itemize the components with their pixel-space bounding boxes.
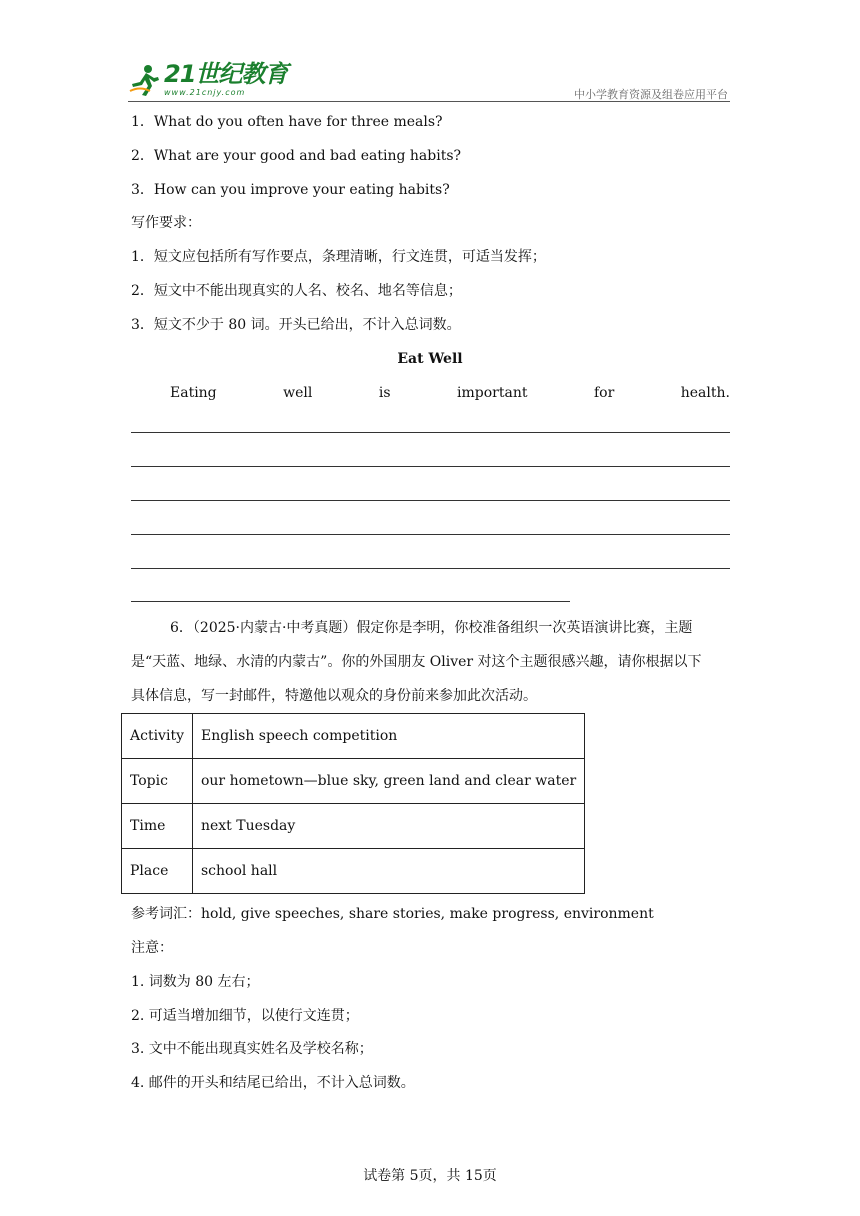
opening-word: for xyxy=(593,385,615,401)
q6-line-1: 6．（2025·内蒙古·中考真题）假定你是李明，你校准备组织一次英语演讲比赛，主题 xyxy=(170,620,693,636)
prompt-question-3: 3．How can you improve your eating habits? xyxy=(131,182,450,198)
opening-word: is xyxy=(378,385,391,401)
logo xyxy=(128,62,298,102)
requirement-3: 3．短文不少于 80 词。开头已给出，不计入总词数。 xyxy=(131,317,461,333)
table-cell-key: Place xyxy=(122,849,193,894)
essay-opening-sentence xyxy=(170,384,730,402)
table-row xyxy=(122,849,585,894)
table-row xyxy=(122,714,585,759)
table-cell-value: our hometown—blue sky, green land and clear water xyxy=(192,759,584,804)
table-cell-value: school hall xyxy=(192,849,584,894)
logo-url: www.21cnjy.com xyxy=(164,88,246,97)
table-row xyxy=(122,804,585,849)
requirement-2: 2．短文中不能出现真实的人名、校名、地名等信息； xyxy=(131,283,462,299)
opening-word: important xyxy=(457,385,528,401)
notes-heading: 注意： xyxy=(131,940,173,956)
header-divider xyxy=(128,101,730,102)
writing-line[interactable] xyxy=(131,500,730,501)
q6-line-3: 具体信息，写一封邮件，特邀他以观众的身份前来参加此次活动。 xyxy=(131,688,537,704)
essay-title: Eat Well xyxy=(397,351,463,367)
table-cell-value: next Tuesday xyxy=(192,804,584,849)
info-table xyxy=(121,713,585,894)
note-4: 4. 邮件的开头和结尾已给出，不计入总词数。 xyxy=(131,1075,415,1091)
prompt-question-2: 2．What are your good and bad eating habits? xyxy=(131,148,462,164)
q6-line-2: 是“天蓝、地绿、水清的内蒙古”。你的外国朋友 Oliver 对这个主题很感兴趣，请你根据以下 xyxy=(131,654,702,670)
opening-word: Eating xyxy=(170,385,217,401)
opening-word: health. xyxy=(680,385,730,401)
requirements-heading: 写作要求： xyxy=(131,215,201,231)
prompt-question-1: 1．What do you often have for three meals? xyxy=(131,114,443,130)
note-2: 2. 可适当增加细节，以使行文连贯； xyxy=(131,1008,359,1024)
runner-logo-icon xyxy=(128,64,162,98)
page-header xyxy=(128,62,730,102)
writing-line[interactable] xyxy=(131,601,570,602)
writing-line[interactable] xyxy=(131,466,730,467)
page-footer: 试卷第 5页，共 15页 xyxy=(363,1168,497,1184)
note-1: 1. 词数为 80 左右； xyxy=(131,974,260,990)
writing-line[interactable] xyxy=(131,534,730,535)
table-cell-key: Time xyxy=(122,804,193,849)
opening-word: well xyxy=(283,385,313,401)
note-3: 3. 文中不能出现真实姓名及学校名称； xyxy=(131,1041,373,1057)
table-cell-key: Activity xyxy=(122,714,193,759)
table-cell-value: English speech competition xyxy=(192,714,584,759)
table-row xyxy=(122,759,585,804)
writing-line[interactable] xyxy=(131,432,730,433)
writing-line[interactable] xyxy=(131,568,730,569)
logo-text: 21世纪教育 xyxy=(164,60,288,88)
table-cell-key: Topic xyxy=(122,759,193,804)
requirement-1: 1．短文应包括所有写作要点，条理清晰，行文连贯，可适当发挥； xyxy=(131,249,546,265)
reference-vocabulary: 参考词汇：hold, give speeches, share stories, make progress, environment xyxy=(131,906,654,922)
header-platform-text: 中小学教育资源及组卷应用平台 xyxy=(574,88,728,101)
